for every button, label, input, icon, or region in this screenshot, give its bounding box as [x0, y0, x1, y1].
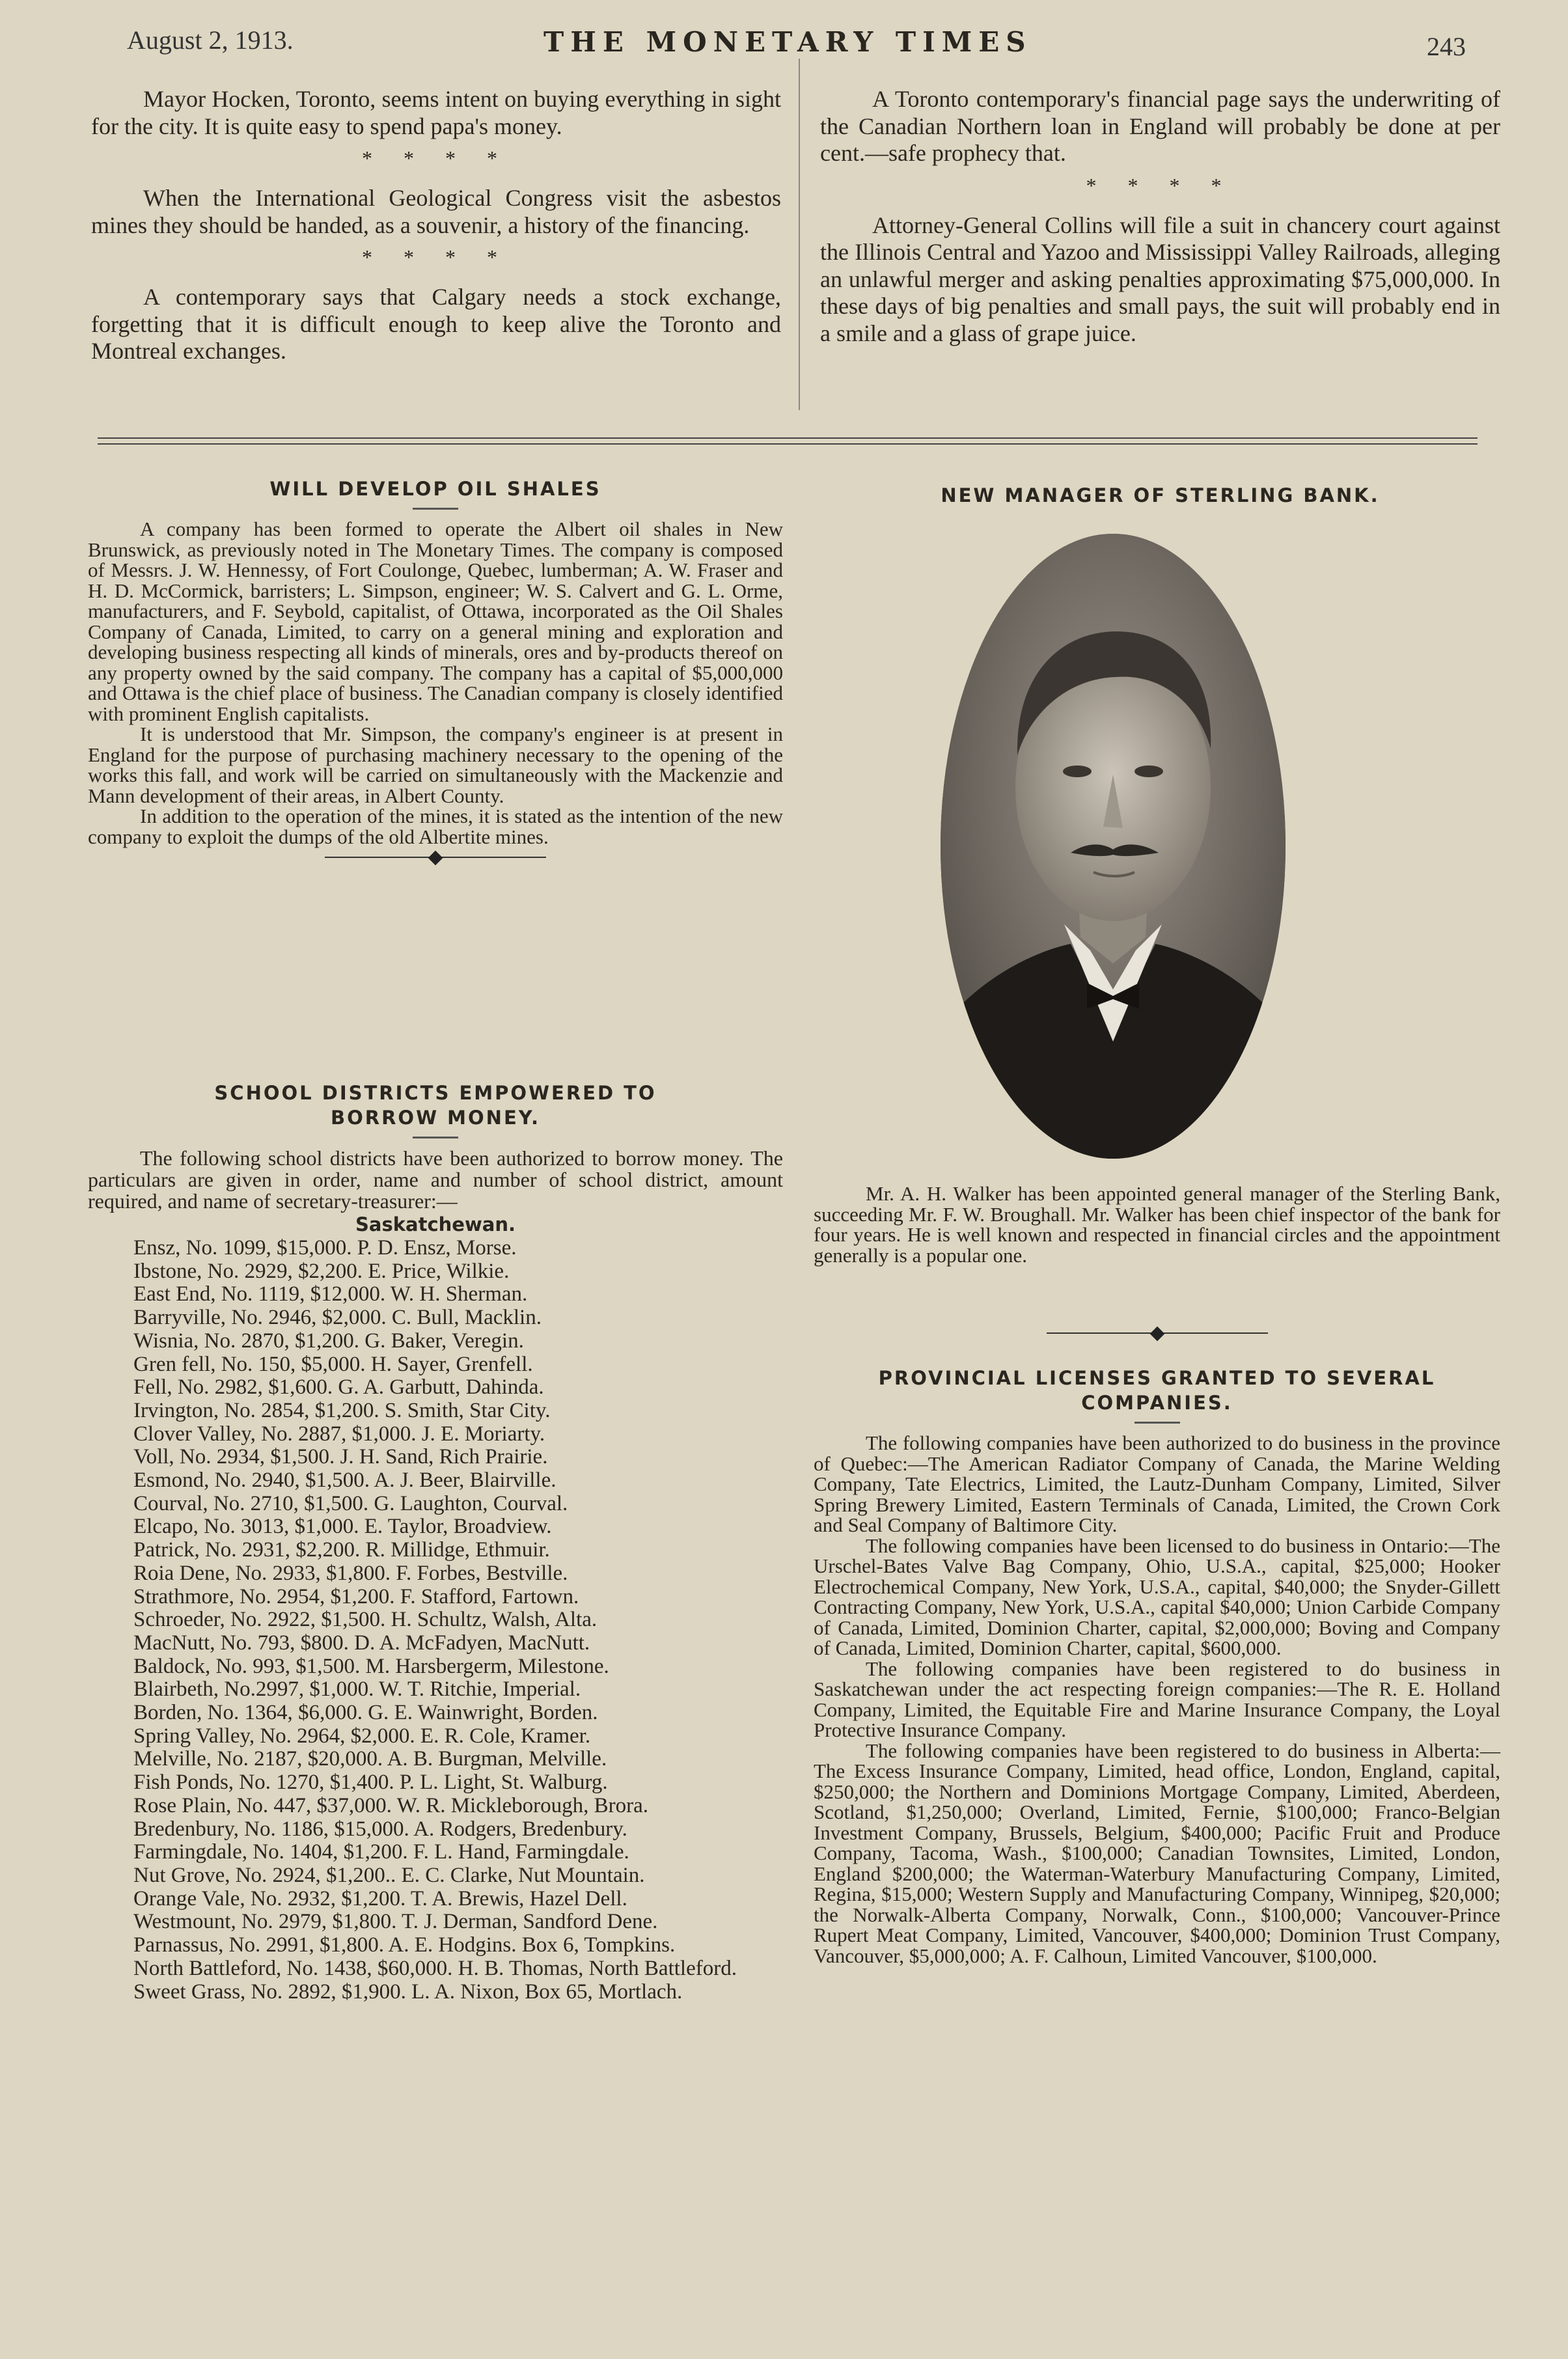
list-item: Blairbeth, No.2997, $1,000. W. T. Ritchie, Imperial.: [133, 1677, 581, 1702]
list-item: Ensz, No. 1099, $15,000. P. D. Ensz, Morse.: [133, 1236, 517, 1260]
list-item: Farmingdale, No. 1404, $1,200. F. L. Hand, Farmingdale.: [133, 1840, 629, 1864]
licenses-paragraph: The following companies have been authorized to do business in the province of Quebec:—The American Radiator Company of Canada, the Marine Welding Company, Tate Electrics, Limited, the Lautz-Dunham Company, Limited, Silver Spring Brewery Limited, Eastern Terminals of Canada, Limited, the Crown Cork and Seal Company of Baltimore City.: [814, 1431, 1500, 1536]
heading-dash: [413, 1137, 458, 1138]
school-intro: The following school districts have been authorized to borrow money. The particulars are given in order, name and number of school district, amount required, and name of secretary-treasurer:—: [88, 1146, 783, 1213]
list-item: Barryville, No. 2946, $2,000. C. Bull, Macklin.: [133, 1306, 542, 1330]
list-item: Strathmore, No. 2954, $1,200. F. Stafford, Fartown.: [133, 1584, 579, 1608]
stars-divider: * * * *: [1086, 173, 1235, 197]
list-item: Orange Vale, No. 2932, $1,200. T. A. Brewis, Hazel Dell.: [133, 1886, 627, 1911]
list-item: Ibstone, No. 2929, $2,200. E. Price, Wilkie.: [133, 1259, 510, 1283]
list-item: Nut Grove, No. 2924, $1,200.. E. C. Clarke, Nut Mountain.: [133, 1863, 645, 1887]
list-item: East End, No. 1119, $12,000. W. H. Sherman.: [133, 1282, 528, 1306]
licenses-paragraph: The following companies have been licensed to do business in Ontario:—The Urschel-Bates Valve Bag Company, Ohio, U.S.A., capital, $25,000; Hooker Electrochemical Company, New York, U.S.A., capital, $40,000; the Snyder-Gillett Contracting Company, New York, U.S.A., capital $40,000; Union Carbide Company of Canada, Limited, Dominion Charter, capital, $2,000,000; Boving and Company of Canada, Limited, Dominion Charter, capital, $600,000.: [814, 1534, 1500, 1659]
list-item: Parnassus, No. 2991, $1,800. A. E. Hodgins. Box 6, Tompkins.: [133, 1933, 676, 1957]
item-hocken: Mayor Hocken, Toronto, seems intent on buying everything in sight for the city. It is quite easy to spend papa's money.: [91, 86, 781, 139]
oil-shales-article: [88, 476, 783, 864]
section-rule: [98, 443, 1478, 445]
province-subheading: Saskatchewan.: [355, 1213, 516, 1235]
sterling-heading: NEW MANAGER OF STERLING BANK.: [941, 484, 1380, 506]
stars-divider: * * * *: [362, 245, 510, 269]
list-item: Roia Dene, No. 2933, $1,800. F. Forbes, Bestville.: [133, 1561, 568, 1585]
portrait-photo: [941, 534, 1286, 1159]
item-geological: When the International Geological Congress visit the asbestos mines they should be handed, as a souvenir, a history of the financing.: [91, 185, 781, 238]
list-item: Courval, No. 2710, $1,500. G. Laughton, Courval.: [133, 1491, 568, 1515]
licenses-paragraph: The following companies have been registered to do business in Saskatchewan under the act respecting foreign companies:—The R. E. Holland Company, Limited, the Equitable Fire and Marine Insurance Company, the Loyal Protective Insurance Company.: [814, 1657, 1500, 1741]
top-right-column: [820, 86, 1500, 347]
item-collins-suit: Attorney-General Collins will file a suit in chancery court against the Illinois Central and Yazoo and Mississippi Valley Railroads, alleging an unlawful merger and asking penalties approximating $75,000,000. In these days of big penalties and small pays, the suit will probably end in a smile and a glass of grape juice.: [820, 212, 1500, 346]
list-item: Elcapo, No. 3013, $1,000. E. Taylor, Broadview.: [133, 1515, 552, 1539]
ornament-divider: [814, 1327, 1500, 1340]
list-item: Baldock, No. 993, $1,500. M. Harsbergerm, Milestone.: [133, 1654, 609, 1678]
page-number: 243: [1427, 32, 1466, 61]
item-northern-loan: A Toronto contemporary's financial page says the underwriting of the Canadian Northern loan in England will probably be done at per cent.—safe prophecy that.: [820, 86, 1500, 166]
section-rule: [98, 437, 1478, 439]
list-item: Westmount, No. 2979, $1,800. T. J. Derman, Sandford Dene.: [133, 1910, 658, 1934]
list-item: Irvington, No. 2854, $1,200. S. Smith, Star City.: [133, 1398, 551, 1422]
licenses-article: [814, 1366, 1500, 1966]
school-districts-article: [88, 1081, 783, 2004]
ornament-divider: [88, 851, 783, 864]
list-item: Patrick, No. 2931, $2,200. R. Millidge, Ethmuir.: [133, 1538, 550, 1562]
top-left-column: [91, 86, 781, 365]
licenses-paragraph: The following companies have been registered to do business in Alberta:—The Excess Insurance Company, Limited, head office, London, England, capital, $250,000; the Northern and Dominions Mortgage Company, Limited, Aberdeen, Scotland, $1,250,000; Overland, Limited, Fernie, $100,000; Franco-Belgian Investment Company, Brussels, Belgium, $400,000; Pacific Fruit and Produce Company, Tacoma, Wash., $100,000; Canadian Townsites, Limited, London, England $200,000; the Waterman-Waterbury Manufacturing Company, Limited, Regina, $15,000; Western Supply and Manufacturing Company, Winnipeg, $20,000; the Norwalk-Alberta Company, Norwalk, Conn., $100,000; Vancouver-Prince Rupert Meat Company, Limited, Vancouver, $400,000; Dominion Trust Company, Vancouver, $5,000,000; A. F. Calhoun, Limited Vancouver, $100,000.: [814, 1739, 1500, 1967]
list-item: Fell, No. 2982, $1,600. G. A. Garbutt, Dahinda.: [133, 1375, 544, 1400]
sterling-caption: Mr. A. H. Walker has been appointed general manager of the Sterling Bank, succeeding Mr. F. W. Broughall. Mr. Walker has been chief inspector of the bank for four years. He is well known and respected in financial circles and the appointment generally is a popular one.: [814, 1182, 1500, 1267]
list-item: Spring Valley, No. 2964, $2,000. E. R. Cole, Kramer.: [133, 1724, 591, 1748]
list-item: Sweet Grass, No. 2892, $1,900. L. A. Nixon, Box 65, Mortlach.: [133, 1980, 683, 2004]
item-calgary: A contemporary says that Calgary needs a stock exchange, forgetting that it is difficult enough to keep alive the Toronto and Montreal exchanges.: [91, 284, 781, 364]
oil-paragraph: It is understood that Mr. Simpson, the company's engineer is at present in England for the purpose of purchasing machinery necessary to the opening of the works this fall, and work will be carried on simultaneously with the Mackenzie and Mann development of their areas, in Albert County.: [88, 723, 783, 807]
oil-shales-heading: WILL DEVELOP OIL SHALES: [269, 478, 601, 500]
heading-dash: [1135, 1422, 1180, 1424]
list-item: Gren fell, No. 150, $5,000. H. Sayer, Grenfell.: [133, 1352, 533, 1376]
list-item: Esmond, No. 2940, $1,500. A. J. Beer, Blairville.: [133, 1469, 557, 1493]
licenses-heading: PROVINCIAL LICENSES GRANTED TO SEVERAL COMPANIES.: [878, 1367, 1436, 1414]
oil-paragraph: In addition to the operation of the mines, it is stated as the intention of the new company to exploit the dumps of the old Albertite mines.: [88, 805, 783, 848]
list-item: Melville, No. 2187, $20,000. A. B. Burgman, Melville.: [133, 1747, 607, 1771]
list-item: Rose Plain, No. 447, $37,000. W. R. Mickleborough, Brora.: [133, 1793, 649, 1817]
list-item: Schroeder, No. 2922, $1,500. H. Schultz, Walsh, Alta.: [133, 1608, 598, 1632]
masthead-title: THE MONETARY TIMES: [543, 26, 1032, 58]
list-item: North Battleford, No. 1438, $60,000. H. B. Thomas, North Battleford.: [133, 1956, 737, 1980]
list-item: Voll, No. 2934, $1,500. J. H. Sand, Rich Prairie.: [133, 1445, 548, 1469]
list-item: MacNutt, No. 793, $800. D. A. McFadyen, MacNutt.: [133, 1631, 590, 1655]
heading-dash: [413, 508, 458, 510]
school-heading: SCHOOL DISTRICTS EMPOWERED TO BORROW MONEY.: [214, 1082, 657, 1129]
stars-divider: * * * *: [362, 146, 510, 170]
list-item: Borden, No. 1364, $6,000. G. E. Wainwright, Borden.: [133, 1701, 598, 1725]
district-list: [88, 1237, 783, 2004]
list-item: Fish Ponds, No. 1270, $1,400. P. L. Light, St. Walburg.: [133, 1771, 608, 1795]
list-item: Wisnia, No. 2870, $1,200. G. Baker, Veregin.: [133, 1329, 524, 1353]
list-item: Clover Valley, No. 2887, $1,000. J. E. Moriarty.: [133, 1422, 545, 1446]
column-rule: [799, 59, 800, 410]
oil-paragraph: A company has been formed to operate the Albert oil shales in New Brunswick, as previously noted in The Monetary Times. The company is composed of Messrs. J. W. Hennessy, of Fort Coulonge, Quebec, lumberman; A. W. Fraser and H. D. McCormick, barristers; L. Simpson, engineer; W. S. Calvert and G. L. Orme, manufacturers, and F. Seybold, capitalist, of Ottawa, incorporated as the Oil Shales Company of Canada, Limited, to carry on a general mining and exploration and developing business respecting all kinds of minerals, ores and by-products thereof on any property owned by the said company. The company has a capital of $5,000,000 and Ottawa is the chief place of business. The Canadian company is closely identified with prominent English capitalists.: [88, 517, 783, 725]
portrait-illustration: [941, 534, 1286, 1159]
list-item: Bredenbury, No. 1186, $15,000. A. Rodgers, Bredenbury.: [133, 1817, 627, 1841]
issue-date: August 2, 1913.: [127, 25, 294, 55]
